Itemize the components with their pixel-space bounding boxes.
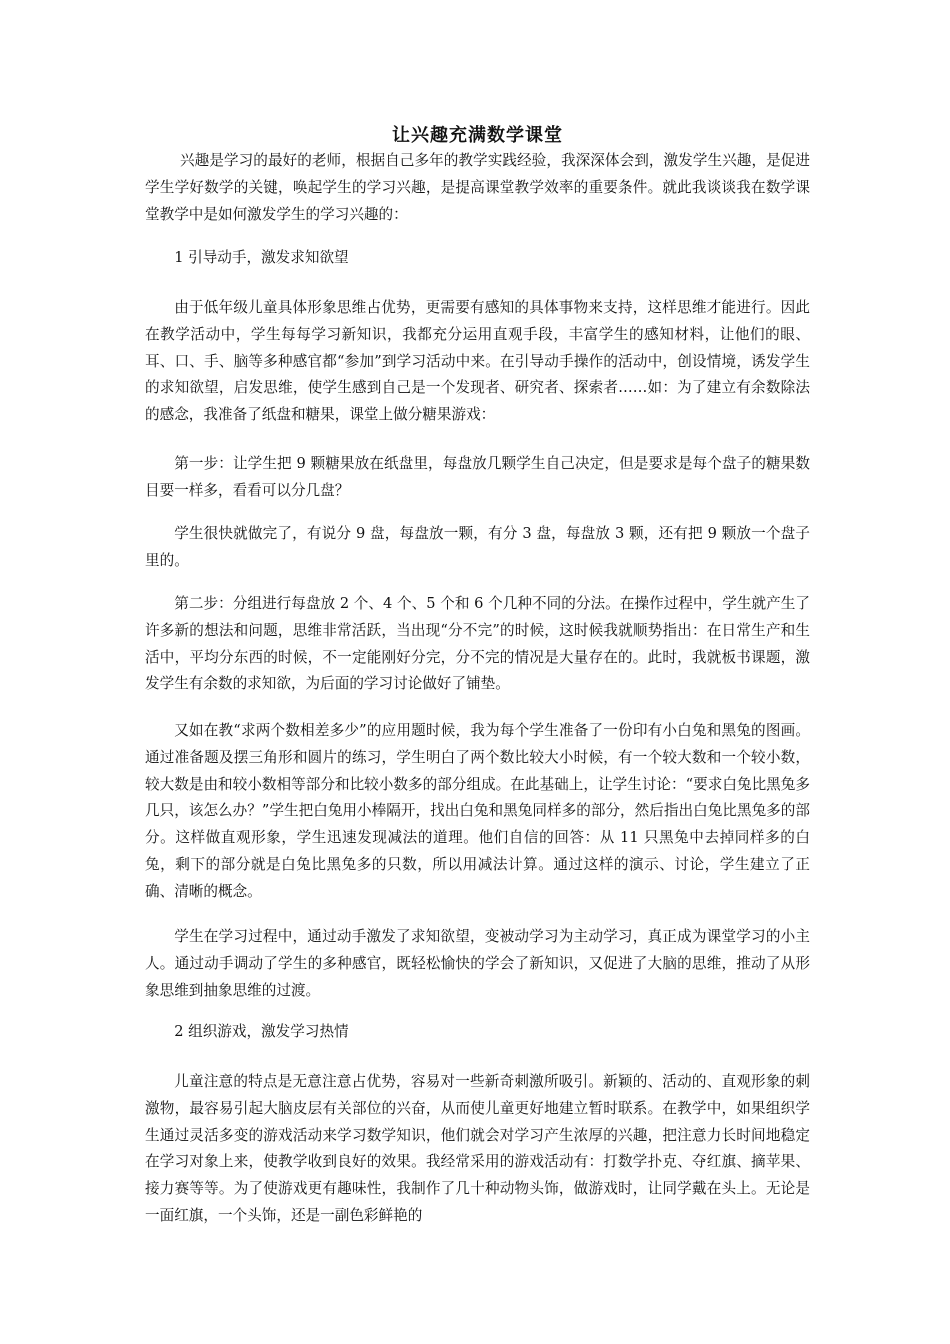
paragraph-1f: 学生在学习过程中，通过动手激发了求知欲望，变被动学习为主动学习，真正成为课堂学习的小主人。通过动手调动了学生的多种感官，既轻松愉快的学会了新知识，又促进了大脑的思维，推动了从形象思维到抽象思维的过渡。 [145, 928, 810, 999]
section-heading-1: 1 引导动手，激发求知欲望 [174, 249, 349, 266]
section-heading-2: 2 组织游戏，激发学习热情 [174, 1023, 349, 1040]
paragraph-1c: 学生很快就做完了，有说分 9 盘，每盘放一颗，有分 3 盘，每盘放 3 颗，还有把 9 颗放一个盘子里的。 [145, 525, 810, 569]
paragraph-1d: 第二步：分组进行每盘放 2 个、4 个、5 个和 6 个几种不同的分法。在操作过程中，学生就产生了许多新的想法和问题，思维非常活跃，当出现“分不完”的时候，这时候我就顺势指出：在日常生产和生活中，平均分东西的时候，不一定能刚好分完，分不完的情况是大量存在的。此时，我就板书课题，激发学生有余数的求知欲，为后面的学习讨论做好了铺垫。 [145, 595, 810, 693]
paragraph-intro: 兴趣是学习的最好的老师，根据自己多年的教学实践经验，我深深体会到，激发学生兴趣，是促进学生学好数学的关键，唤起学生的学习兴趣，是提高课堂教学效率的重要条件。就此我谈谈我在数学课堂教学中是如何激发学生的学习兴趣的： [145, 152, 810, 223]
paragraph-1a: 由于低年级儿童具体形象思维占优势，更需要有感知的具体事物来支持，这样思维才能进行。因此在教学活动中，学生每每学习新知识，我都充分运用直观手段，丰富学生的感知材料，让他们的眼、耳、口、手、脑等多种感官都“参加”到学习活动中来。在引导动手操作的活动中，创设情境，诱发学生的求知欲望，启发思维，使学生感到自己是一个发现者、研究者、探索者……如：为了建立有余数除法的感念，我准备了纸盘和糖果，课堂上做分糖果游戏： [145, 299, 810, 424]
paragraph-1b: 第一步：让学生把 9 颗糖果放在纸盘里，每盘放几颗学生自己决定，但是要求是每个盘子的糖果数目要一样多，看看可以分几盘？ [145, 455, 810, 499]
document-title: 让兴趣充满数学课堂 [392, 125, 563, 146]
paragraph-1e: 又如在教“求两个数相差多少”的应用题时候，我为每个学生准备了一份印有小白兔和黑兔的图画。通过准备题及摆三角形和圆片的练习，学生明白了两个数比较大小时候，有一个较大数和一个较小数，较大数是由和较小数相等部分和比较小数多的部分组成。在此基础上，让学生讨论：“要求白兔比黑兔多几只，该怎么办？”学生把白兔用小棒隔开，找出白兔和黑兔同样多的部分，然后指出白兔比黑兔多的部分。这样做直观形象，学生迅速发现减法的道理。他们自信的回答：从 11 只黑兔中去掉同样多的白兔，剩下的部分就是白兔比黑兔多的只数，所以用减法计算。通过这样的演示、讨论，学生建立了正确、清晰的概念。 [145, 722, 810, 900]
paragraph-2a: 儿童注意的特点是无意注意占优势，容易对一些新奇刺激所吸引。新颖的、活动的、直观形象的刺激物，最容易引起大脑皮层有关部位的兴奋，从而使儿童更好地建立暂时联系。在教学中，如果组织学生通过灵活多变的游戏活动来学习数学知识，他们就会对学习产生浓厚的兴趣，把注意力长时间地稳定在学习对象上来，使教学收到良好的效果。我经常采用的游戏活动有：打数学扑克、夺红旗、摘苹果、接力赛等等。为了使游戏更有趣味性，我制作了几十种动物头饰，做游戏时，让同学戴在头上。无论是一面红旗，一个头饰，还是一副色彩鲜艳的 [145, 1073, 810, 1224]
